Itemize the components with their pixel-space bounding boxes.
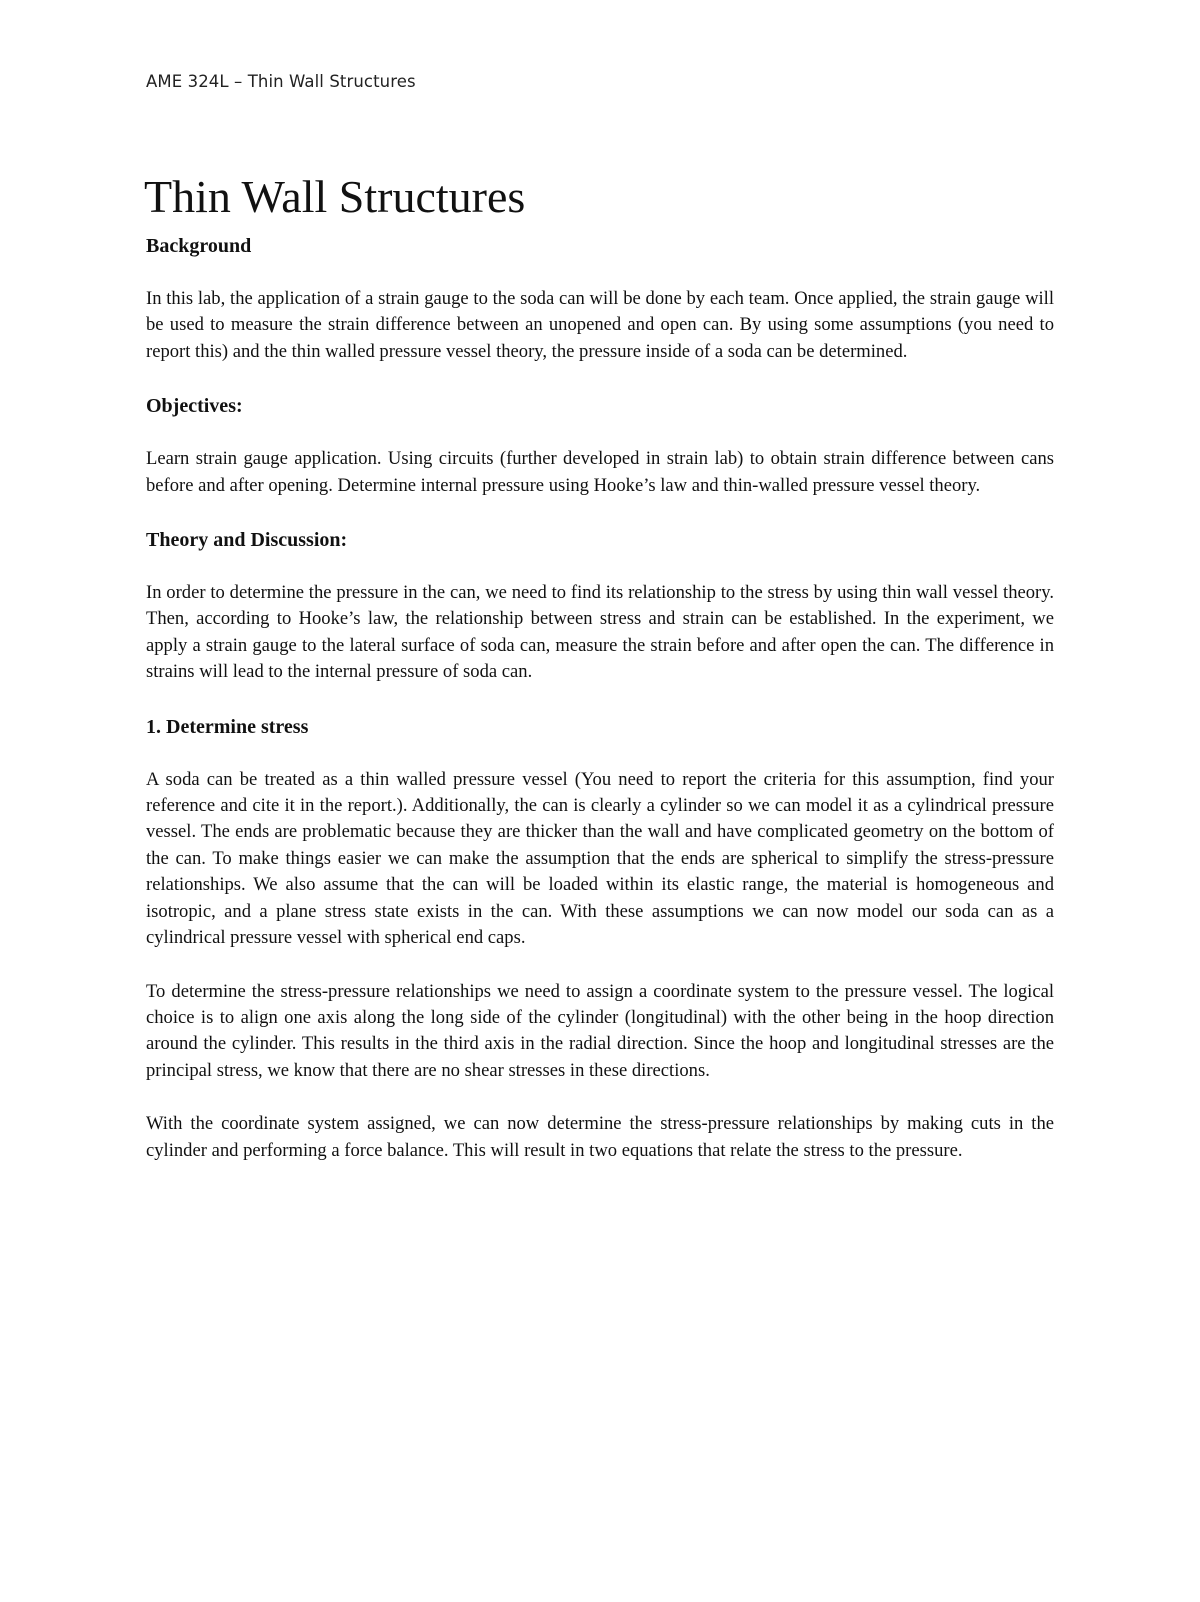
- paragraph-background: In this lab, the application of a strain gauge to the soda can will be done by each team. Once applied, the strain gauge will be used to measure the strain difference between an unopened and open can. By using some assumptions (you need to report this) and the thin walled pressure vessel theory, the pressure inside of a soda can be determined.: [146, 288, 1054, 362]
- paragraph-stress-2: To determine the stress-pressure relationships we need to assign a coordinate system to the pressure vessel. The logical choice is to align one axis along the long side of the cylinder (longitudinal) with the other being in the hoop direction around the cylinder. This results in the third axis in the radial direction. Since the hoop and longitudinal stresses are the principal stress, we know that there are no shear stresses in these directions.: [146, 980, 1054, 1081]
- heading-determine-stress: 1. Determine stress: [146, 715, 309, 738]
- spacer: [146, 952, 1054, 979]
- spacer: [146, 365, 1054, 392]
- document-body: [146, 232, 1054, 1164]
- spacer: [146, 741, 1054, 767]
- spacer: [146, 1084, 1054, 1111]
- spacer: [146, 499, 1054, 526]
- running-header: AME 324L – Thin Wall Structures: [146, 72, 416, 91]
- spacer: [146, 686, 1054, 713]
- heading-theory: Theory and Discussion:: [146, 529, 348, 552]
- spacer: [146, 420, 1054, 446]
- document-title: Thin Wall Structures: [144, 171, 526, 222]
- spacer: [146, 554, 1054, 580]
- heading-background: Background: [146, 235, 252, 257]
- paragraph-objectives: Learn strain gauge application. Using circuits (further developed in strain lab) to obtain strain difference between cans before and after opening. Determine internal pressure using Hooke’s law and thin-walled pressure vessel theory.: [146, 448, 1054, 496]
- heading-objectives: Objectives:: [146, 395, 243, 418]
- paragraph-stress-3: With the coordinate system assigned, we can now determine the stress-pressure relationships by making cuts in the cylinder and performing a force balance. This will result in two equations that relate the stress to the pressure.: [146, 1113, 1054, 1161]
- spacer: [146, 260, 1054, 286]
- paragraph-stress-1: A soda can be treated as a thin walled pressure vessel (You need to report the criteria for this assumption, find your reference and cite it in the report.). Additionally, the can is clearly a cylinder so we can model it as a cylindrical pressure vessel. The ends are problematic because they are thicker than the wall and have complicated geometry on the bottom of the can. To make things easier we can make the assumption that the ends are spherical to simplify the stress-pressure relationships. We also assume that the can will be loaded within its elastic range, the material is homogeneous and isotropic, and a plane stress state exists in the can. With these assumptions we can now model our soda can as a cylindrical pressure vessel with spherical end caps.: [146, 768, 1054, 949]
- paragraph-theory: In order to determine the pressure in the can, we need to find its relationship to the stress by using thin wall vessel theory. Then, according to Hooke’s law, the relationship between stress and strain can be established. In the experiment, we apply a strain gauge to the lateral surface of soda can, measure the strain before and after open the can. The difference in strains will lead to the internal pressure of soda can.: [146, 582, 1054, 683]
